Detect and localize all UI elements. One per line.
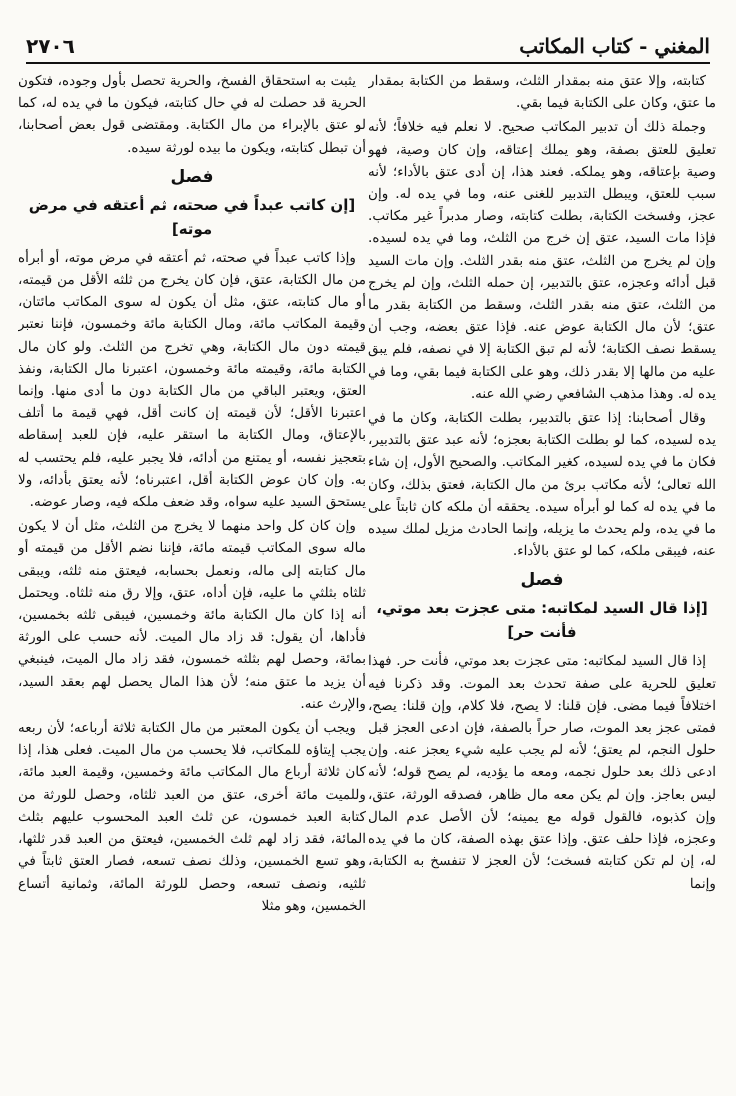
paragraph: وإذا كاتب عبداً في صحته، ثم أعتقه في مرض موته، أو أبرأه من مال الكتابة، عتق، فإن كان يخرج من ثلثه الأقل من قيمته، أو مال كتابته، عتق، مثل أن يكون له سوى المكاتب مائتان، وقيمة المكاتب مائة، ومال الكتابة مائة وخمسون، فإننا نعتبر قيمته دون مال الكتابة، وهي تخرج من الثلث. ولو كان مال الكتابة مائة، وقيمته مائة وخمسون، اعتبرنا مال الكتابة، ونفذ العتق، ويعتبر الباقي من مال الكتابة دون ما أدى منها. وإنما اعتبرنا الأقل؛ لأن قيمته إن كانت أقل، فهي قيمة ما أتلف بالإعتاق، ومال الكتابة ما استقر عليه، فإن للعبد إسقاطه بتعجيز نفسه، أو يمتنع من أدائه، فلا يجبر عليه، فلم يحتسب له به. وإن كان عوض الكتابة أقل، اعتبرناه؛ لأنه يعتق بأدائه، ولا يستحق السيد عليه سواه، وقد ضعف ملكه فيه، وصار عوضه. — [18, 249, 366, 511]
section-title: [إن كاتب عبداً في صحته، ثم أعتقه في مرض موته] — [28, 195, 356, 238]
section-heading: فصل — [520, 570, 564, 591]
paragraph: ويجب أن يكون المعتبر من مال الكتابة ثلاثة أرباعه؛ لأن ربعه يجب إيتاؤه للمكاتب، فلا يحسب من مال الميت. فعلى هذا، إذا كان ثلاثة أرباع مال المكاتب مائة وخمسين، وقيمة العبد مائة، وللميت مائة أخرى، عتق من العبد ثلثاه، وحصل للورثة من كتابة العبد خمسون، عن ثلث العبد المحسوب عليهم بثلث المائة، فقد زاد لهم ثلث الخمسين، فيعتق من العبد قدر ثلثها، وهو تسع الخمسين، وذلك نصف تسعه، فصار العتق ثابتاً في ثلثيه، ونصف تسعه، وحصل للورثة المائة، وثمانية أتساع الخمسين، وهو مثلا — [18, 720, 366, 914]
running-header — [26, 32, 710, 60]
paragraph: وقال أصحابنا: إذا عتق بالتدبير، بطلت الكتابة، وكان ما في يده لسيده، كما لو بطلت الكتابة بعجزه؛ لأنه عبد عتق بالتدبير، فكان ما في يده لسيده، كغير المكاتب. والصحيح الأول، إن شاء الله تعالى؛ لأنه مكاتب برئ من مال الكتابة، فعتق بذلك، وكان ما في يده له كما لو أبرأه سيده. يحققه أن ملكه كان ثابتاً على ما في يده، ولم يحدث ما يزيله، وإنما الحادث مزيل لملك سيده عنه، فيبقى ملكه، كما لو عتق بالأداء. — [368, 410, 716, 560]
title-separator: - — [632, 34, 655, 58]
chapter-title: كتاب المكاتب — [519, 34, 633, 58]
paragraph: إذا قال السيد لمكاتبه: متى عجزت بعد موتي، فأنت حر. فهذا تعليق للحرية على صفة تحدث بعد الموت. وقد ذكرنا فيه اختلافاً فيما مضى. فإن قلنا: لا يصح، فلا كلام، وإن قلنا: يصح، فمتى عجز بعد الموت، صار حراً بالصفة، فإن ادعى العجز قبل حلول النجم، لم يعتق؛ لأنه لم يجب عليه شيء يعجز عنه. وإن ادعى ذلك بعد حلول نجمه، ومعه ما يؤديه، لم يصح قوله؛ لأنه ليس بعاجز. وإن لم يكن معه مال ظاهر، فصدقه الورثة، عتق، وإن كذبوه، فالقول قوله مع يمينه؛ لأن الأصل عدم المال وعجزه، فإذا حلف عتق. وإذا عتق بهذه الصفة، كان ما في يده له، إن لم تكن كتابته فسخت؛ لأن العجز لا تنفسخ به الكتابة، وإنما — [368, 653, 716, 892]
paragraph: وجملة ذلك أن تدبير المكاتب صحيح. لا نعلم فيه خلافاً؛ لأنه تعليق للعتق بصفة، وهو يملك إعتاقه، وإن كان وصية، فهو وصية بإعتاقه، وهو يملكه. فعند هذا، إن أدى عتق بالأداء؛ لأنه سبب للعتق، ويبطل التدبير للغنى عنه، وما في يده له. وإن عجز، وفسخت الكتابة، بطلت كتابته، وصار مدبراً غير مكاتب. فإذا مات السيد، عتق إن خرج من الثلث، وما في يده لسيده. وإن لم يخرج من الثلث، عتق منه بقدر الثلث. وإن مات السيد قبل أدائه وعجزه، عتق بالتدبير، إن حمله الثلث، وإن لم يخرج من الثلث، عتق منه بقدر الثلث، وسقط من الكتابة بقدر ما عتق؛ لأن مال الكتابة عوض عنه. فإذا عتق بعضه، وجب أن يسقط نصف الكتابة؛ لأنه لم تبق الكتابة إلا في نصفه، فلم يبق عليه من مالها إلا بقدر ذلك، وهو على الكتابة فيما بقي، وما في يده له. وهذا مذهب الشافعي رضي الله عنه. — [368, 119, 716, 402]
paragraph: كتابته، وإلا عتق منه بمقدار الثلث، وسقط من الكتابة بمقدار ما عتق، وكان على الكتابة فيما بقي. — [368, 73, 716, 112]
right-column — [368, 70, 716, 1086]
book-title: المغني — [654, 34, 710, 58]
running-title — [519, 34, 710, 58]
section-heading: فصل — [170, 166, 214, 187]
section-title: [إذا قال السيد لمكاتبه: متى عجزت بعد موتي، فأنت حر] — [376, 599, 708, 642]
paragraph: يثبت به استحقاق الفسخ، والحرية تحصل بأول وجوده، فتكون الحرية قد حصلت له في حال كتابته، فيكون ما في يده له، كما لو عتق بالإبراء من مال الكتابة. ومقتضى قول بعض أصحابنا، أن تبطل كتابته، ويكون ما بيده لورثة سيده. — [18, 73, 366, 156]
paragraph: وإن كان كل واحد منهما لا يخرج من الثلث، مثل أن لا يكون ماله سوى المكاتب قيمته مائة، فإننا نضم الأقل من قيمته أو مال كتابته إلى ماله، ونعمل بحسابه، فيعتق منه ثلثه، ويبقى ثلثاه بثلثي ما عليه، فإن أداه، عتق، وإلا رق منه ثلثاه. ويحتمل أنه إذا كان مال الكتابة مائة وخمسين، فيبقى ثلثه بخمسين، فأداها، أن يقول: قد زاد مال الميت. لأنه حسب على الورثة بمائة، وحصل لهم بثلثه خمسون، فقد زاد مال الميت، فينبغي أن يزيد ما عتق منه؛ لأن هذا المال يحصل لهم بعقد السيد، والإرث عنه. — [18, 518, 366, 712]
header-rule — [26, 62, 710, 64]
page-number: ٢٧٠٦ — [26, 34, 75, 58]
left-column — [18, 70, 366, 1086]
